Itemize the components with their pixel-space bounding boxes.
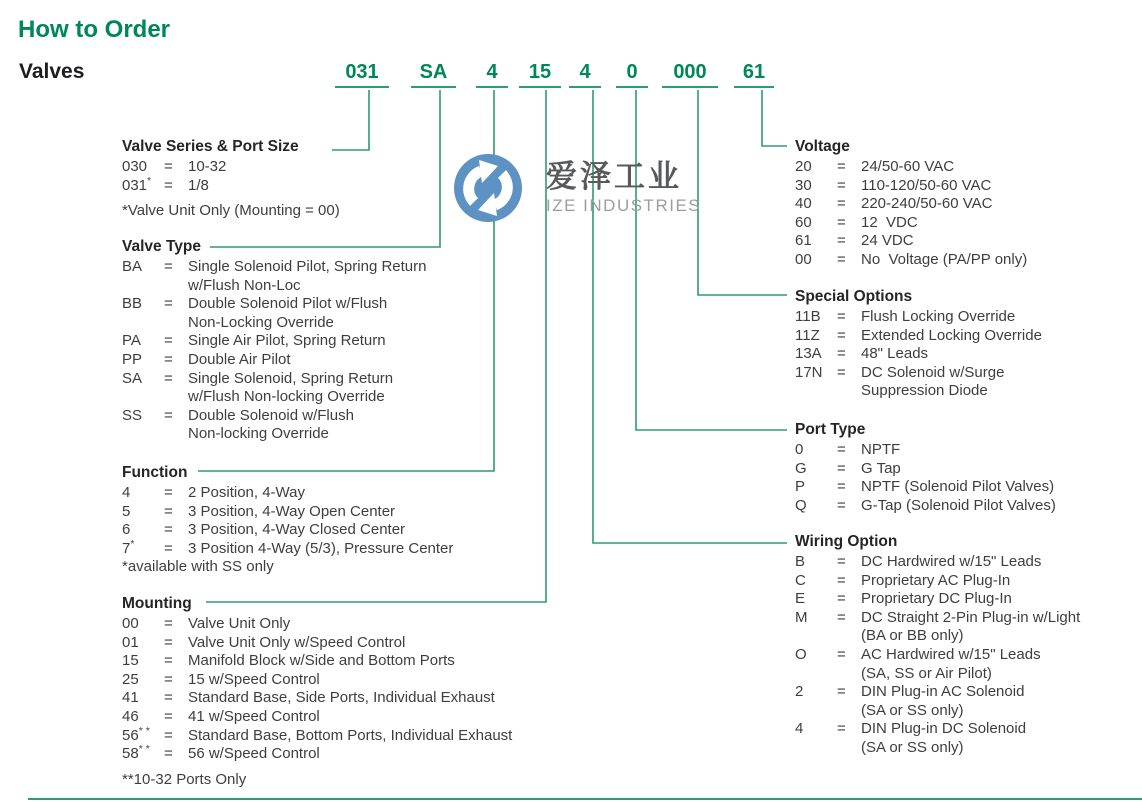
equals-sign: = <box>164 633 173 651</box>
bottom-rule <box>28 798 1142 800</box>
spec-row-mounting-00 <box>122 615 642 634</box>
footnote-marker: * * <box>138 724 150 737</box>
spec-description: 110-120/50-60 VAC <box>861 176 992 194</box>
spec-code: C <box>795 571 806 589</box>
footnote-marker: * <box>147 174 152 187</box>
spec-description: 3 Position, 4-Way Open Center <box>188 502 396 520</box>
spec-code: 56* * <box>122 724 150 744</box>
spec-code: 60 <box>795 213 812 231</box>
spec-code <box>795 739 837 758</box>
spec-description: Double Solenoid w/Flush <box>188 406 354 424</box>
spec-code: 13A <box>795 345 822 363</box>
watermark-cn-text: 爱泽工业 <box>546 159 682 194</box>
spec-code: Q <box>795 496 807 514</box>
spec-code: B <box>795 553 806 570</box>
spec-row-port-type-Q <box>795 497 1135 516</box>
spec-description: (SA or SS only) <box>861 701 964 719</box>
spec-code: 00 <box>795 250 812 268</box>
spec-code <box>795 665 837 684</box>
equals-sign <box>164 388 188 407</box>
equals-sign: = <box>164 258 173 275</box>
spec-code: 30 <box>795 176 812 194</box>
equals-sign: = <box>837 441 846 458</box>
order-code-segment-0: 0 <box>616 61 648 88</box>
spec-description: Non-Locking Override <box>188 313 334 331</box>
spec-code: 20 <box>795 158 812 175</box>
equals-sign: = <box>837 553 846 570</box>
spec-code <box>795 702 837 721</box>
spec-row-wiring-option-B <box>795 553 1135 572</box>
spec-description: (SA, SS or Air Pilot) <box>861 664 992 682</box>
spec-description: NPTF <box>861 441 901 458</box>
spec-row-continuation <box>122 388 602 407</box>
spec-row-wiring-option-4 <box>795 720 1135 739</box>
section-valve-series <box>122 137 602 221</box>
spec-row-special-options-11B <box>795 308 1135 327</box>
spec-description: 3 Position, 4-Way Closed Center <box>188 521 406 539</box>
order-code-segment-15: 15 <box>519 61 561 88</box>
spec-description: (BA or BB only) <box>861 627 964 645</box>
spec-description: DIN Plug-in DC Solenoid <box>861 720 1027 738</box>
connector-voltage <box>762 90 787 146</box>
section-heading-voltage: Voltage <box>795 138 850 155</box>
order-code-segment-4: 4 <box>569 61 601 88</box>
spec-code: 40 <box>795 195 812 213</box>
spec-code: 25 <box>122 670 139 688</box>
spec-description: 24/50-60 VAC <box>861 158 955 175</box>
section-voltage <box>795 137 1135 270</box>
order-code-segment-000: 000 <box>662 61 718 88</box>
spec-code: SA <box>122 369 143 387</box>
spec-code: 0 <box>795 441 804 458</box>
equals-sign: = <box>164 670 173 688</box>
spec-code <box>122 425 164 444</box>
spec-description: Flush Locking Override <box>861 308 1016 325</box>
spec-code: PP <box>122 350 143 368</box>
spec-description: Valve Unit Only w/Speed Control <box>188 633 406 651</box>
equals-sign <box>164 314 188 333</box>
section-valve-type <box>122 237 602 444</box>
equals-sign: = <box>837 345 846 363</box>
spec-code: 61 <box>795 232 812 250</box>
spec-description: 3 Position 4-Way (5/3), Pressure Center <box>188 539 454 557</box>
equals-sign: = <box>164 484 173 501</box>
spec-code: E <box>795 590 806 608</box>
spec-code: 4 <box>122 484 131 501</box>
spec-code: O <box>795 645 807 663</box>
spec-description: Standard Base, Bottom Ports, Individual Exhaust <box>188 726 513 744</box>
section-function <box>122 463 602 577</box>
equals-sign: = <box>164 539 173 557</box>
spec-row-wiring-option-C <box>795 572 1135 591</box>
section-heading-wiring-option: Wiring Option <box>795 533 898 550</box>
spec-row-function-6 <box>122 521 602 540</box>
section-wiring-option <box>795 532 1135 758</box>
spec-row-wiring-option-2 <box>795 683 1135 702</box>
spec-row-valve-type-BB <box>122 295 602 314</box>
section-mounting <box>122 594 642 789</box>
spec-row-voltage-61 <box>795 232 1135 251</box>
spec-row-valve-type-SA <box>122 370 602 389</box>
spec-row-function-5 <box>122 503 602 522</box>
spec-row-mounting-58 <box>122 745 642 764</box>
order-code-segment-SA: SA <box>411 61 456 88</box>
spec-row-wiring-option-E <box>795 590 1135 609</box>
spec-code: BA <box>122 258 143 275</box>
spec-description: Non-locking Override <box>188 425 329 443</box>
spec-code: M <box>795 608 808 626</box>
equals-sign <box>837 665 861 684</box>
spec-row-mounting-01 <box>122 634 642 653</box>
spec-description: DIN Plug-in AC Solenoid <box>861 683 1025 701</box>
spec-code: 031* <box>122 174 152 194</box>
spec-row-valve-series-031 <box>122 174 602 196</box>
spec-description: 56 w/Speed Control <box>188 745 320 763</box>
equals-sign: = <box>837 158 846 175</box>
spec-description: DC Straight 2-Pin Plug-in w/Light <box>861 608 1081 626</box>
spec-row-continuation <box>122 425 602 444</box>
spec-row-voltage-40 <box>795 195 1135 214</box>
spec-code: 5 <box>122 502 131 520</box>
spec-code: SS <box>122 406 143 424</box>
page-title: How to Order <box>18 16 171 43</box>
section-heading-valve-series: Valve Series & Port Size <box>122 138 299 155</box>
spec-description: 2 Position, 4-Way <box>188 484 305 501</box>
footnote-valve-series: *Valve Unit Only (Mounting = 00) <box>122 202 340 220</box>
spec-description: Standard Base, Side Ports, Individual Exhaust <box>188 689 495 707</box>
spec-row-special-options-13A <box>795 345 1135 364</box>
spec-code: 41 <box>122 689 139 707</box>
spec-row-voltage-30 <box>795 177 1135 196</box>
spec-description: Single Solenoid Pilot, Spring Return <box>188 258 427 275</box>
spec-row-special-options-11Z <box>795 327 1135 346</box>
connector-special-options <box>698 90 787 295</box>
spec-code: 11B <box>795 308 821 325</box>
spec-code: 58* * <box>122 743 150 763</box>
equals-sign: = <box>837 363 846 381</box>
spec-row-mounting-25 <box>122 671 642 690</box>
spec-code: 00 <box>122 615 139 632</box>
equals-sign <box>164 277 188 296</box>
spec-code: 4 <box>795 720 804 738</box>
equals-sign: = <box>164 726 173 744</box>
spec-row-valve-type-PP <box>122 351 602 370</box>
equals-sign <box>164 425 188 444</box>
spec-code: G <box>795 459 807 477</box>
spec-code: 01 <box>122 633 139 651</box>
section-special-options <box>795 287 1135 401</box>
spec-description: 41 w/Speed Control <box>188 707 320 725</box>
spec-row-wiring-option-O <box>795 646 1135 665</box>
spec-description: AC Hardwired w/15" Leads <box>861 645 1041 663</box>
spec-row-mounting-41 <box>122 689 642 708</box>
spec-code <box>122 314 164 333</box>
spec-description: w/Flush Non-Loc <box>188 276 301 294</box>
spec-description: G-Tap (Solenoid Pilot Valves) <box>861 496 1056 514</box>
equals-sign <box>837 382 861 401</box>
spec-description: Double Air Pilot <box>188 350 291 368</box>
footnote-marker: * <box>130 537 135 550</box>
equals-sign: = <box>164 745 173 763</box>
spec-row-function-7 <box>122 537 602 559</box>
spec-row-valve-type-PA <box>122 332 602 351</box>
spec-row-valve-series-030 <box>122 158 602 177</box>
spec-row-wiring-option-M <box>795 609 1135 628</box>
equals-sign: = <box>164 295 173 313</box>
spec-code: 46 <box>122 707 139 725</box>
equals-sign: = <box>837 176 846 194</box>
spec-description: w/Flush Non-locking Override <box>188 388 385 406</box>
spec-row-special-options-17N <box>795 364 1135 383</box>
footnote-function: *available with SS only <box>122 558 274 576</box>
spec-description: 48" Leads <box>861 345 929 363</box>
spec-code: 7* <box>122 537 135 557</box>
spec-description: Proprietary DC Plug-In <box>861 590 1012 608</box>
spec-code: PA <box>122 332 141 350</box>
equals-sign <box>837 702 861 721</box>
order-code-segment-031: 031 <box>335 61 389 88</box>
equals-sign: = <box>837 645 846 663</box>
spec-row-valve-type-BA <box>122 258 602 277</box>
connector-port-type <box>636 90 787 430</box>
spec-row-mounting-15 <box>122 652 642 671</box>
spec-row-valve-type-SS <box>122 407 602 426</box>
equals-sign: = <box>837 590 846 608</box>
spec-code <box>122 388 164 407</box>
spec-row-port-type-G <box>795 460 1135 479</box>
equals-sign: = <box>164 406 173 424</box>
equals-sign: = <box>837 250 846 268</box>
spec-description: G Tap <box>861 459 901 477</box>
spec-code: 2 <box>795 683 804 701</box>
spec-row-voltage-60 <box>795 214 1135 233</box>
equals-sign: = <box>164 615 173 632</box>
order-code-segment-61: 61 <box>734 61 774 88</box>
spec-description: 10-32 <box>188 158 227 175</box>
equals-sign: = <box>164 332 173 350</box>
equals-sign: = <box>837 496 846 514</box>
equals-sign: = <box>837 308 846 325</box>
spec-description: Single Solenoid, Spring Return <box>188 369 394 387</box>
spec-description: 15 w/Speed Control <box>188 670 320 688</box>
spec-description: Double Solenoid Pilot w/Flush <box>188 295 388 313</box>
equals-sign: = <box>164 707 173 725</box>
spec-code: P <box>795 478 806 496</box>
spec-row-mounting-56 <box>122 724 642 746</box>
spec-row-continuation <box>795 382 1135 401</box>
equals-sign: = <box>164 176 173 194</box>
equals-sign: = <box>164 652 173 670</box>
spec-description: (SA or SS only) <box>861 738 964 756</box>
spec-row-continuation <box>122 314 602 333</box>
section-heading-special-options: Special Options <box>795 288 913 305</box>
equals-sign <box>837 739 861 758</box>
equals-sign: = <box>164 689 173 707</box>
section-heading-valve-type: Valve Type <box>122 238 201 255</box>
spec-description: Suppression Diode <box>861 382 988 400</box>
spec-description: DC Solenoid w/Surge <box>861 363 1005 381</box>
page-subtitle: Valves <box>19 60 85 83</box>
spec-row-port-type-0 <box>795 441 1135 460</box>
spec-code <box>795 627 837 646</box>
spec-code: 15 <box>122 652 139 670</box>
equals-sign: = <box>164 158 173 175</box>
equals-sign: = <box>837 478 846 496</box>
spec-row-voltage-20 <box>795 158 1135 177</box>
equals-sign: = <box>164 521 173 539</box>
section-heading-mounting: Mounting <box>122 595 192 612</box>
equals-sign: = <box>164 502 173 520</box>
equals-sign: = <box>837 232 846 250</box>
spec-description: No Voltage (PA/PP only) <box>861 250 1028 268</box>
spec-code: BB <box>122 295 143 313</box>
spec-description: Proprietary AC Plug-In <box>861 571 1011 589</box>
spec-code: 11Z <box>795 326 820 344</box>
spec-description: DC Hardwired w/15" Leads <box>861 553 1042 570</box>
equals-sign: = <box>837 195 846 213</box>
spec-row-port-type-P <box>795 478 1135 497</box>
spec-code <box>795 382 837 401</box>
spec-code: 6 <box>122 521 131 539</box>
spec-code: 030 <box>122 158 148 175</box>
spec-row-function-4 <box>122 484 602 503</box>
equals-sign: = <box>164 369 173 387</box>
spec-row-continuation <box>795 702 1135 721</box>
equals-sign: = <box>837 608 846 626</box>
spec-description: Single Air Pilot, Spring Return <box>188 332 386 350</box>
spec-row-continuation <box>122 277 602 296</box>
footnote-marker: * * <box>138 743 150 756</box>
spec-row-continuation <box>795 627 1135 646</box>
equals-sign: = <box>837 459 846 477</box>
spec-description: 220-240/50-60 VAC <box>861 195 993 213</box>
equals-sign: = <box>164 350 173 368</box>
equals-sign: = <box>837 683 846 701</box>
spec-code <box>122 277 164 296</box>
spec-row-mounting-46 <box>122 708 642 727</box>
spec-row-continuation <box>795 665 1135 684</box>
spec-description: 24 VDC <box>861 232 914 250</box>
spec-description: NPTF (Solenoid Pilot Valves) <box>861 478 1055 496</box>
section-heading-port-type: Port Type <box>795 421 866 438</box>
watermark-en-text: IZE INDUSTRIES <box>546 196 702 215</box>
equals-sign <box>837 627 861 646</box>
spec-description: 1/8 <box>188 176 209 194</box>
spec-description: Extended Locking Override <box>861 326 1042 344</box>
spec-row-voltage-00 <box>795 251 1135 270</box>
spec-description: Valve Unit Only <box>188 615 291 632</box>
equals-sign: = <box>837 720 846 738</box>
footnote-mounting: **10-32 Ports Only <box>122 770 247 788</box>
order-code-segment-4: 4 <box>476 61 508 88</box>
section-port-type <box>795 420 1135 515</box>
spec-description: Manifold Block w/Side and Bottom Ports <box>188 652 455 670</box>
equals-sign: = <box>837 571 846 589</box>
spec-row-continuation <box>795 739 1135 758</box>
section-heading-function: Function <box>122 464 188 481</box>
spec-description: 12 VDC <box>861 213 918 231</box>
spec-code: 17N <box>795 363 823 381</box>
equals-sign: = <box>837 213 846 231</box>
equals-sign: = <box>837 326 846 344</box>
